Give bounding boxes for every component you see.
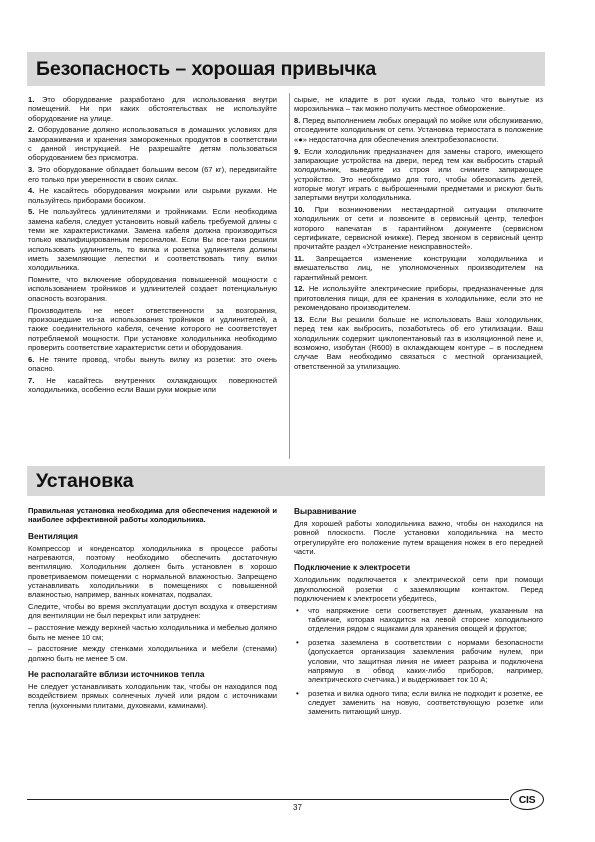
safety-item (28, 207, 277, 272)
item-text: Запрещается изменение конструкции холодильника и вмешательство лиц, не уполномоченных производителем на гарантийный ремонт. (294, 254, 543, 282)
installation-column-left (28, 506, 277, 712)
item-text: Не используйте электрические приборы, предназначенные для приготовления пищи, для ее хранения в холодильнике, если это не рекомендовано производителем. (294, 284, 543, 313)
ventilation-paragraph: – расстояние между верхней частью холодильника и мебелью должно быть не менее 10 см; (28, 623, 277, 642)
section-title-safety: Безопасность – хорошая привычка (36, 58, 377, 80)
item-number: 3. (28, 165, 35, 175)
item-number: 5. (28, 207, 35, 217)
safety-item (294, 116, 543, 144)
list-item-text: что напряжение сети соответствует данным, указанным на табличке, которая находится на левой стороне холодильного отделения рядом с ящиками для хранения овощей и фруктов; (308, 605, 543, 634)
bullet-icon: • (296, 605, 299, 615)
installation-intro: Правильная установка необходима для обеспечения надежной и наиболее эффективной работы холодильника. (28, 506, 277, 525)
item-number: 10. (294, 204, 305, 214)
item-text: сырые, не кладите в рот куски льда, только что вынутые из морозильника – так можно получить местное обморожение. (294, 95, 543, 114)
bullet-icon: • (296, 688, 299, 698)
item-text: Перед выполнением любых операций по мойке или обслуживанию, отсоедините холодильник от сети. Установка термостата в положение «●» недостаточна для обеспечения электробезопасности. (294, 116, 543, 144)
item-text: Производитель не несет ответственности за возгорания, произошедшие из-за использования тройников и удлинителей, а также соединительного кабеля, сечение которого не соответствует потребляемой мощности. При установке холодильника необходимо проверить соответствие характеристик сети и оборудования. (28, 305, 277, 352)
item-number: 9. (294, 146, 301, 156)
electric-text: Холодильник подключается к электрической сети при помощи двухполюсной розетки с заземляющим контактом. Перед подключением к электросети убедитесь, (294, 575, 543, 604)
electric-checklist (294, 606, 543, 717)
list-item-text: розетка заземлена в соответствии с нормами безопасности (допускается организация заземления рабочим нулем, при условии, что защитная линия не имеет разрыва и подключена напрямую в обвод каких-либо приборов, например, электрического счетчика.) и выдерживает ток 10 А; (308, 637, 543, 685)
item-number: 2. (28, 125, 35, 135)
footer-rule (27, 799, 509, 800)
item-text: Помните, что включение оборудования повышенной мощности с использованием тройников и удлинителей создает потенциальную опасность возгорания. (28, 275, 277, 303)
item-text: Не тяните провод, чтобы вынуть вилку из розетки: это очень опасно. (28, 354, 277, 374)
safety-column-left (28, 95, 277, 397)
safety-item (28, 306, 277, 353)
item-number: 1. (28, 95, 35, 104)
leveling-text: Для хорошей работы холодильника важно, чтобы он находился на ровной плоскости. После установки холодильника на место отрегулируйте его положение путем вращения ножек в его передней части. (294, 519, 543, 557)
safety-column-right (294, 95, 543, 373)
item-text: Не пользуйтесь удлинителями и тройниками. Если необходима замена кабеля, следует установить новый кабель требуемой длины с теми же характеристиками. Замена кабеля должна производиться только квалифицированным персоналом. Если Вы все-таки решили использовать удлинитель, то вилка и розетка удлинителя должны иметь заземляющие лепестки и соответствовать типу вилки холодильника. (28, 207, 277, 273)
bullet-icon: • (296, 637, 299, 647)
safety-item (28, 165, 277, 184)
section-title-installation: Установка (36, 470, 134, 492)
item-text: Не касайтесь внутренних охлаждающих поверхностей холодильника, особенно если Ваши руки мокрые или (28, 375, 277, 395)
safety-item (28, 95, 277, 123)
safety-item (294, 95, 543, 114)
safety-item (28, 125, 277, 162)
list-item (294, 606, 543, 634)
ventilation-paragraph: Компрессор и конденсатор холодильника в процессе работы нагреваются, поэтому необходимо обеспечить достаточную вентиляцию. Холодильник должен быть установлен в хорошо проветриваемом помещении с нормальной влажностью. Запрещено устанавливать холодильники в помещениях с повышенной влажностью, например, ванных комнатах, подвалах. (28, 543, 277, 600)
item-number: 13. (294, 314, 305, 324)
item-text: Если холодильник предназначен для замены старого, имеющего запирающие устройства на двери, перед тем как выбросить старый холодильник, выведите из строя или снимите запирающее устройство. Это необходимо для того, чтобы обезопасить детей, которые могут играть с выброшенными предметами и рискуют быть запертыми внутри холодильника. (294, 146, 543, 203)
leveling-heading: Выравнивание (294, 506, 357, 516)
safety-item (294, 254, 543, 282)
installation-column-right (294, 506, 543, 721)
safety-item (28, 355, 277, 374)
item-number: 8. (294, 116, 301, 126)
item-number: 12. (294, 284, 305, 294)
ventilation-paragraph: Следите, чтобы во время эксплуатации доступ воздуха к отверстиям для вентиляции не был перекрыт или затруднен: (28, 602, 277, 621)
ventilation-heading: Вентиляция (28, 530, 78, 541)
electric-heading: Подключение к электросети (294, 562, 411, 573)
item-text: Это оборудование разработано для использования внутри помещений. Ни при каких обстоятельствах не используйте оборудование на улице. (28, 95, 277, 123)
safety-item (294, 205, 543, 252)
ventilation-paragraph: – расстояние между стенками холодильника и мебели (стенами) должно быть не менее 5 см. (28, 644, 277, 663)
list-item (294, 638, 543, 685)
item-text: Если Вы решили больше не использовать Ваш холодильник, перед тем как выбросить, позаботьтесь об его утилизации. Ваш холодильник содержит циклопентановый газ в изоляционной пене и, возможно, изобутан (R600) в охлаждающем контуре – в последнем случае Вам необходимо связаться с местной организацией, ответственной за утилизацию. (294, 314, 543, 371)
item-text: Оборудование должно использоваться в домашних условиях для замораживания и хранения замороженных продуктов в соответствии с данной инструкцией. Не разрешайте детям пользоваться оборудованием без присмотра. (28, 125, 277, 163)
page-number: 37 (293, 803, 302, 812)
item-text: Не касайтесь оборудования мокрыми или сырыми руками. Не пользуйтесь приборами босиком. (28, 186, 277, 205)
list-item-text: розетка и вилка одного типа; если вилка не подходит к розетке, ее следует заменить на новую, соответствующую розетке или заменить питающий шнур. (308, 688, 543, 717)
cis-logo: CIS (510, 789, 544, 810)
heat-sources-heading: Не располагайте вблизи источников тепла (28, 668, 205, 679)
item-number: 11. (294, 254, 305, 264)
item-number: 6. (28, 354, 35, 364)
safety-item (28, 376, 277, 395)
safety-item (294, 284, 543, 312)
safety-item (294, 147, 543, 203)
section-header-safety (27, 52, 545, 86)
safety-item (294, 315, 543, 371)
item-number: 4. (28, 186, 35, 196)
safety-item (28, 186, 277, 205)
item-number: 7. (28, 375, 35, 385)
section-header-installation (27, 466, 545, 496)
heat-sources-text: Не следует устанавливать холодильник так, чтобы он находился под воздействием прямых солнечных лучей или рядом с источниками тепла (кухонными плитами, духовками, каминами). (28, 681, 277, 710)
item-text: Это оборудование обладает большим весом (67 кг), передвигайте его только при уверенности в своих силах. (28, 165, 277, 184)
list-item (294, 689, 543, 717)
item-text: При возникновении нестандартной ситуации отключите холодильник от сети и позвоните в сервисный центр, телефон которого напечатан в гарантийном документе (сервисном сертификате, сервисной книжке). Перед звонком в сервисный центр прочитайте раздел «Устранение неисправностей». (294, 204, 543, 252)
safety-item (28, 275, 277, 303)
column-divider (289, 93, 290, 459)
